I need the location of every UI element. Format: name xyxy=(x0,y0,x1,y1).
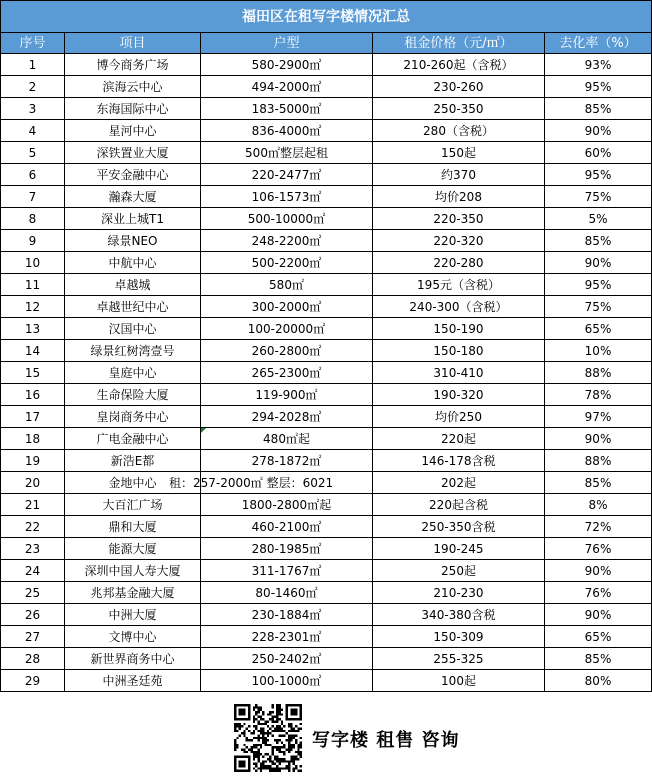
cell-absorption-rate[interactable]: 97% xyxy=(545,406,652,428)
cell-unit-size[interactable]: 220-2477㎡ xyxy=(201,164,373,186)
cell-project[interactable]: 深业上城T1 xyxy=(65,208,201,230)
cell-unit-size[interactable] xyxy=(169,472,373,494)
cell-absorption-rate[interactable]: 5% xyxy=(545,208,652,230)
cell-absorption-rate[interactable]: 95% xyxy=(545,164,652,186)
cell-project[interactable]: 博今商务广场 xyxy=(65,54,201,76)
cell-unit-size[interactable]: 500-2200㎡ xyxy=(201,252,373,274)
cell-unit-size[interactable]: 230-1884㎡ xyxy=(201,604,373,626)
cell-absorption-rate[interactable]: 85% xyxy=(545,98,652,120)
cell-project[interactable]: 广电金融中心 xyxy=(65,428,201,450)
table-row xyxy=(1,560,652,582)
header-unit-size[interactable]: 户型 xyxy=(201,33,373,54)
table-row xyxy=(1,186,652,208)
table-row xyxy=(1,582,652,604)
cell-index[interactable]: 14 xyxy=(1,340,65,362)
cell-index[interactable]: 19 xyxy=(1,450,65,472)
cell-rent-price[interactable]: 210-260起（含税） xyxy=(373,54,545,76)
cell-absorption-rate[interactable]: 75% xyxy=(545,186,652,208)
cell-index[interactable]: 9 xyxy=(1,230,65,252)
cell-unit-size[interactable]: 480㎡起 xyxy=(201,428,373,450)
cell-unit-size[interactable]: 119-900㎡ xyxy=(201,384,373,406)
cell-rent-price[interactable]: 195元（含税） xyxy=(373,274,545,296)
table-row xyxy=(1,274,652,296)
cell-absorption-rate[interactable]: 85% xyxy=(545,472,652,494)
cell-absorption-rate[interactable]: 88% xyxy=(545,450,652,472)
cell-unit-size[interactable]: 248-2200㎡ xyxy=(201,230,373,252)
cell-rent-price[interactable]: 202起 xyxy=(373,472,545,494)
cell-absorption-rate[interactable]: 80% xyxy=(545,670,652,692)
cell-index[interactable]: 7 xyxy=(1,186,65,208)
cell-unit-size[interactable]: 494-2000㎡ xyxy=(201,76,373,98)
cell-index[interactable]: 24 xyxy=(1,560,65,582)
table-row xyxy=(1,384,652,406)
cell-index[interactable]: 8 xyxy=(1,208,65,230)
cell-rent-price[interactable]: 255-325 xyxy=(373,648,545,670)
table-row xyxy=(1,230,652,252)
cell-project[interactable]: 中洲大厦 xyxy=(65,604,201,626)
cell-project[interactable]: 星河中心 xyxy=(65,120,201,142)
table-row xyxy=(1,142,652,164)
cell-rent-price[interactable]: 250-350 xyxy=(373,98,545,120)
cell-index[interactable]: 27 xyxy=(1,626,65,648)
table-row xyxy=(1,340,652,362)
cell-project[interactable]: 皇庭中心 xyxy=(65,362,201,384)
cell-project[interactable]: 深铁置业大厦 xyxy=(65,142,201,164)
table-row xyxy=(1,516,652,538)
footer-slogan: 写字楼 租售 咨询 xyxy=(312,730,460,751)
table-row xyxy=(1,670,652,692)
cell-absorption-rate[interactable]: 88% xyxy=(545,362,652,384)
cell-absorption-rate[interactable]: 90% xyxy=(545,604,652,626)
cell-unit-size[interactable]: 100-1000㎡ xyxy=(201,670,373,692)
cell-rent-price[interactable]: 150-190 xyxy=(373,318,545,340)
table-row xyxy=(1,494,652,516)
cell-absorption-rate[interactable]: 90% xyxy=(545,120,652,142)
cell-absorption-rate[interactable]: 75% xyxy=(545,296,652,318)
cell-index[interactable]: 11 xyxy=(1,274,65,296)
table-row xyxy=(1,98,652,120)
cell-absorption-rate[interactable]: 93% xyxy=(545,54,652,76)
cell-project[interactable]: 中洲圣廷苑 xyxy=(65,670,201,692)
cell-rent-price[interactable]: 280（含税） xyxy=(373,120,545,142)
cell-unit-size[interactable]: 580㎡ xyxy=(201,274,373,296)
cell-project[interactable]: 东海国际中心 xyxy=(65,98,201,120)
table-row xyxy=(1,362,652,384)
cell-absorption-rate[interactable]: 78% xyxy=(545,384,652,406)
cell-index[interactable]: 10 xyxy=(1,252,65,274)
cell-rent-price[interactable]: 210-230 xyxy=(373,582,545,604)
cell-absorption-rate[interactable]: 95% xyxy=(545,274,652,296)
header-row xyxy=(1,33,652,54)
cell-project[interactable]: 绿景红树湾壹号 xyxy=(65,340,201,362)
cell-unit-size[interactable]: 265-2300㎡ xyxy=(201,362,373,384)
cell-index[interactable]: 21 xyxy=(1,494,65,516)
cell-unit-size[interactable]: 1800-2800㎡起 xyxy=(201,494,373,516)
cell-project[interactable]: 能源大厦 xyxy=(65,538,201,560)
cell-project[interactable]: 金地中心 xyxy=(65,472,201,494)
cell-rent-price[interactable]: 220起 xyxy=(373,428,545,450)
cell-absorption-rate[interactable]: 65% xyxy=(545,626,652,648)
cell-project[interactable]: 文博中心 xyxy=(65,626,201,648)
cell-index[interactable]: 2 xyxy=(1,76,65,98)
cell-absorption-rate[interactable]: 76% xyxy=(545,538,652,560)
cell-project[interactable]: 新世界商务中心 xyxy=(65,648,201,670)
cell-index[interactable]: 16 xyxy=(1,384,65,406)
cell-absorption-rate[interactable]: 65% xyxy=(545,318,652,340)
cell-index[interactable]: 3 xyxy=(1,98,65,120)
table-row xyxy=(1,538,652,560)
cell-rent-price[interactable]: 220起含税 xyxy=(373,494,545,516)
cell-absorption-rate[interactable]: 76% xyxy=(545,582,652,604)
cell-absorption-rate[interactable]: 90% xyxy=(545,428,652,450)
cell-unit-size[interactable]: 836-4000㎡ xyxy=(201,120,373,142)
cell-project[interactable]: 卓越世纪中心 xyxy=(65,296,201,318)
footer xyxy=(0,696,651,779)
cell-index[interactable]: 6 xyxy=(1,164,65,186)
cell-rent-price[interactable]: 150起 xyxy=(373,142,545,164)
table-title: 福田区在租写字楼情况汇总 xyxy=(1,1,652,33)
cell-project[interactable]: 汉国中心 xyxy=(65,318,201,340)
cell-unit-size[interactable]: 500㎡整层起租 xyxy=(201,142,373,164)
cell-unit-size[interactable]: 106-1573㎡ xyxy=(201,186,373,208)
table-row xyxy=(1,296,652,318)
table-row xyxy=(1,450,652,472)
cell-project[interactable]: 生命保险大厦 xyxy=(65,384,201,406)
table-row xyxy=(1,164,652,186)
table-row xyxy=(1,76,652,98)
cell-unit-size[interactable]: 460-2100㎡ xyxy=(201,516,373,538)
cell-project[interactable]: 卓越城 xyxy=(65,274,201,296)
cell-unit-size[interactable]: 278-1872㎡ xyxy=(201,450,373,472)
cell-index[interactable]: 26 xyxy=(1,604,65,626)
table-row xyxy=(1,472,652,494)
cell-rent-price[interactable]: 240-300（含税） xyxy=(373,296,545,318)
cell-index[interactable]: 23 xyxy=(1,538,65,560)
cell-index[interactable]: 18 xyxy=(1,428,65,450)
cell-rent-price[interactable]: 310-410 xyxy=(373,362,545,384)
cell-unit-size[interactable]: 228-2301㎡ xyxy=(201,626,373,648)
cell-project[interactable]: 瀚森大厦 xyxy=(65,186,201,208)
table-row xyxy=(1,208,652,230)
cell-index[interactable]: 15 xyxy=(1,362,65,384)
cell-rent-price[interactable]: 340-380含税 xyxy=(373,604,545,626)
cell-project[interactable]: 深圳中国人寿大厦 xyxy=(65,560,201,582)
cell-absorption-rate[interactable]: 85% xyxy=(545,648,652,670)
cell-project[interactable]: 新浩E都 xyxy=(65,450,201,472)
table-row xyxy=(1,54,652,76)
cell-rent-price[interactable]: 220-350 xyxy=(373,208,545,230)
cell-rent-price[interactable]: 250起 xyxy=(373,560,545,582)
table-row xyxy=(1,120,652,142)
table-row xyxy=(1,604,652,626)
cell-rent-price[interactable]: 均价250 xyxy=(373,406,545,428)
cell-rent-price[interactable]: 250-350含税 xyxy=(373,516,545,538)
cell-project[interactable]: 绿景NEO xyxy=(65,230,201,252)
cell-rent-price[interactable]: 220-320 xyxy=(373,230,545,252)
cell-index[interactable]: 29 xyxy=(1,670,65,692)
table-row xyxy=(1,406,652,428)
cell-index[interactable]: 5 xyxy=(1,142,65,164)
cell-absorption-rate[interactable]: 72% xyxy=(545,516,652,538)
cell-index[interactable]: 20 xyxy=(1,472,65,494)
cell-index[interactable]: 1 xyxy=(1,54,65,76)
cell-unit-size[interactable]: 250-2402㎡ xyxy=(201,648,373,670)
cell-rent-price[interactable]: 150-309 xyxy=(373,626,545,648)
cell-project[interactable]: 滨海云中心 xyxy=(65,76,201,98)
cell-project[interactable]: 鼎和大厦 xyxy=(65,516,201,538)
table-row xyxy=(1,252,652,274)
cell-unit-size[interactable]: 260-2800㎡ xyxy=(201,340,373,362)
qr-code-icon xyxy=(234,704,302,772)
cell-index[interactable]: 4 xyxy=(1,120,65,142)
cell-unit-size[interactable]: 580-2900㎡ xyxy=(201,54,373,76)
cell-index[interactable]: 13 xyxy=(1,318,65,340)
cell-unit-size[interactable]: 500-10000㎡ xyxy=(201,208,373,230)
cell-index[interactable]: 22 xyxy=(1,516,65,538)
cell-absorption-rate[interactable]: 85% xyxy=(545,230,652,252)
cell-project[interactable]: 平安金融中心 xyxy=(65,164,201,186)
table-row xyxy=(1,626,652,648)
table-row xyxy=(1,428,652,450)
cell-index[interactable]: 12 xyxy=(1,296,65,318)
table-row xyxy=(1,318,652,340)
cell-project[interactable]: 中航中心 xyxy=(65,252,201,274)
cell-index[interactable]: 28 xyxy=(1,648,65,670)
cell-absorption-rate[interactable]: 10% xyxy=(545,340,652,362)
cell-rent-price[interactable]: 230-260 xyxy=(373,76,545,98)
cell-unit-size[interactable]: 280-1985㎡ xyxy=(201,538,373,560)
cell-project[interactable]: 兆邦基金融大厦 xyxy=(65,582,201,604)
cell-unit-size[interactable]: 311-1767㎡ xyxy=(201,560,373,582)
table-row xyxy=(1,648,652,670)
cell-project[interactable]: 大百汇广场 xyxy=(65,494,201,516)
cell-rent-price[interactable]: 100起 xyxy=(373,670,545,692)
cell-absorption-rate[interactable]: 60% xyxy=(545,142,652,164)
header-index[interactable]: 序号 xyxy=(1,33,65,54)
cell-absorption-rate[interactable]: 90% xyxy=(545,560,652,582)
cell-absorption-rate[interactable]: 8% xyxy=(545,494,652,516)
cell-rent-price[interactable]: 146-178含税 xyxy=(373,450,545,472)
cell-rent-price[interactable]: 190-245 xyxy=(373,538,545,560)
header-absorption-rate[interactable]: 去化率（%） xyxy=(545,33,652,54)
cell-index[interactable]: 25 xyxy=(1,582,65,604)
cell-rent-price[interactable]: 150-180 xyxy=(373,340,545,362)
header-rent-price[interactable]: 租金价格（元/㎡） xyxy=(373,33,545,54)
cell-unit-size[interactable]: 300-2000㎡ xyxy=(201,296,373,318)
cell-rent-price[interactable]: 220-280 xyxy=(373,252,545,274)
cell-absorption-rate[interactable]: 95% xyxy=(545,76,652,98)
cell-rent-price[interactable]: 190-320 xyxy=(373,384,545,406)
table-body xyxy=(1,54,652,692)
cell-unit-size[interactable]: 183-5000㎡ xyxy=(201,98,373,120)
cell-unit-size[interactable]: 100-20000㎡ xyxy=(201,318,373,340)
cell-unit-size[interactable]: 294-2028㎡ xyxy=(201,406,373,428)
cell-index[interactable]: 17 xyxy=(1,406,65,428)
cell-absorption-rate[interactable]: 90% xyxy=(545,252,652,274)
cell-project[interactable]: 皇岗商务中心 xyxy=(65,406,201,428)
cell-overflow-text: 租：257-2000㎡ 整层：6021 xyxy=(169,475,334,490)
header-project[interactable]: 项目 xyxy=(65,33,201,54)
cell-unit-size[interactable]: 80-1460㎡ xyxy=(201,582,373,604)
cell-rent-price[interactable]: 均价208 xyxy=(373,186,545,208)
cell-rent-price[interactable]: 约370 xyxy=(373,164,545,186)
